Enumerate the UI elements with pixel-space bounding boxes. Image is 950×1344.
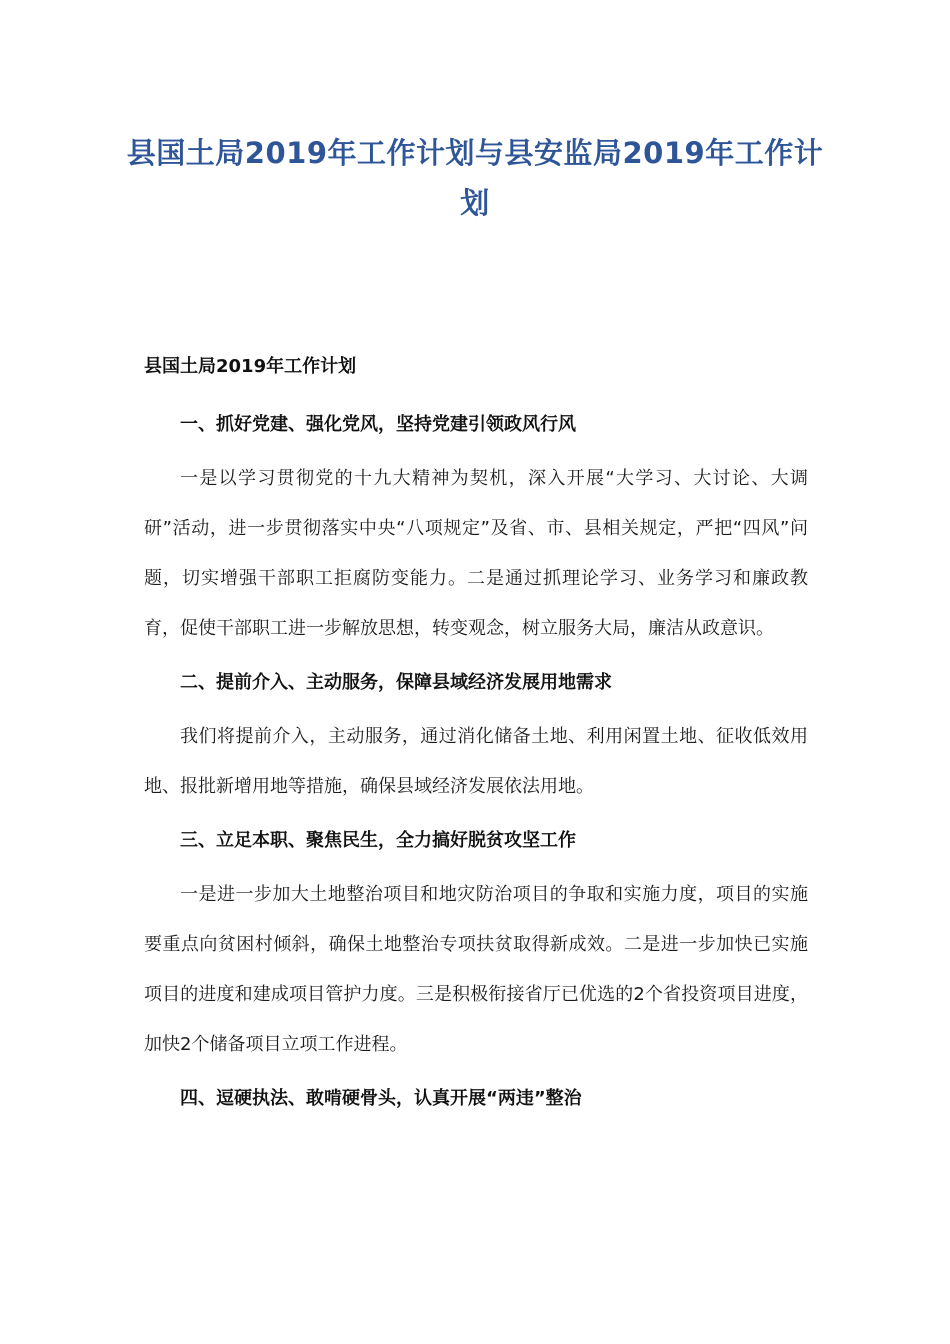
heading-poverty-alleviation: 三、立足本职、聚焦民生，全力搞好脱贫攻坚工作 <box>180 830 576 851</box>
document-title: 县国土局2019年工作计划与县安监局2019年工作计划 <box>126 136 824 220</box>
section-title: 县国土局2019年工作计划 <box>144 356 357 377</box>
heading-party-building: 一、抓好党建、强化党风，坚持党建引领政风行风 <box>180 414 576 435</box>
paragraph-land-use-service: 我们将提前介入，主动服务，通过消化储备土地、利用闲置土地、征收低效用地、报批新增用地等措施，确保县域经济发展依法用地。 <box>144 726 808 797</box>
paragraph-poverty-alleviation: 一是进一步加大土地整治项目和地灾防治项目的争取和实施力度，项目的实施要重点向贫困村倾斜，确保土地整治专项扶贫取得新成效。二是进一步加快已实施项目的进度和建成项目管护力度。三是积极衔接省厅已优选的2个省投资项目进度，加快2个储备项目立项工作进程。 <box>144 884 808 1055</box>
paragraph-party-building: 一是以学习贯彻党的十九大精神为契机，深入开展“大学习、大讨论、大调研”活动，进一步贯彻落实中央“八项规定”及省、市、县相关规定，严把“四风”问题，切实增强干部职工拒腐防变能力。二是通过抓理论学习、业务学习和廉政教育，促使干部职工进一步解放思想，转变观念，树立服务大局，廉洁从政意识。 <box>144 468 808 639</box>
document-body <box>144 404 808 1116</box>
heading-law-enforcement: 四、逗硬执法、敢啃硬骨头，认真开展“两违”整治 <box>180 1088 582 1109</box>
heading-land-use-service: 二、提前介入、主动服务，保障县域经济发展用地需求 <box>180 672 612 693</box>
